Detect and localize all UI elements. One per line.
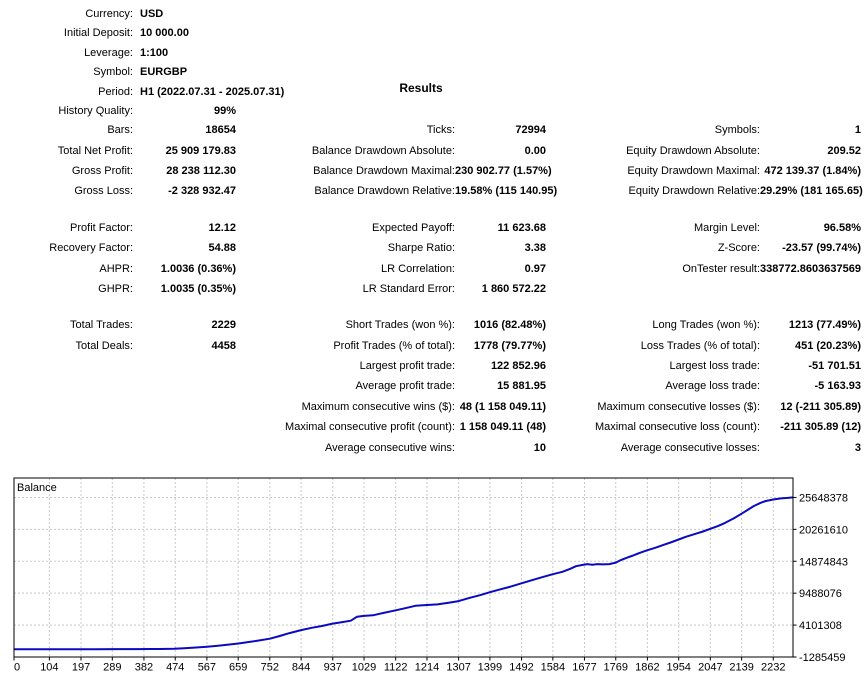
stat-value: 15 881.95 xyxy=(497,380,546,393)
x-axis-tick-label: 1769 xyxy=(603,661,629,674)
stat-label: Average consecutive losses: xyxy=(620,441,760,454)
x-axis-tick-label: 382 xyxy=(134,661,154,674)
stat-value: 1016 (82.48%) xyxy=(473,319,546,332)
stat-value: 0.00 xyxy=(524,144,546,157)
stat-value: 122 852.96 xyxy=(490,360,546,373)
stat-label: Average profit trade: xyxy=(355,380,455,393)
stat-row xyxy=(0,397,861,417)
stat-row xyxy=(0,376,861,396)
stat-value: -5 163.93 xyxy=(814,380,861,393)
stat-label: Recovery Factor: xyxy=(49,242,133,255)
info-label: Initial Deposit: xyxy=(63,27,133,40)
stat-value: 3.38 xyxy=(524,242,546,255)
stat-value: 472 139.37 (1.84%) xyxy=(764,164,861,177)
stat-label: Symbols: xyxy=(714,124,760,137)
stat-label: Loss Trades (% of total): xyxy=(640,339,760,352)
stat-label: Long Trades (won %): xyxy=(652,319,760,332)
x-axis-tick-label: 1954 xyxy=(666,661,691,674)
x-axis-tick-label: 197 xyxy=(71,661,91,674)
stat-label: AHPR: xyxy=(99,262,133,275)
info-row xyxy=(0,4,284,24)
stat-value: 25 909 179.83 xyxy=(165,144,236,157)
stat-value: 1 xyxy=(854,124,861,137)
stat-label: Total Trades: xyxy=(70,319,133,332)
stat-label: Largest loss trade: xyxy=(669,360,760,373)
stat-value: 96.58% xyxy=(823,221,861,234)
stat-value: 10 xyxy=(533,441,546,454)
stat-label: Equity Drawdown Absolute: xyxy=(626,144,760,157)
stat-label: Maximal consecutive loss (count): xyxy=(594,421,760,434)
info-label: Currency: xyxy=(85,7,133,20)
stat-value: 4458 xyxy=(211,339,236,352)
stat-label: Maximum consecutive losses ($): xyxy=(597,400,760,413)
stat-label: Profit Trades (% of total): xyxy=(333,339,455,352)
stat-label: Bars: xyxy=(107,124,133,137)
stat-value: 1778 (79.77%) xyxy=(473,339,546,352)
stat-label: Equity Drawdown Maximal: xyxy=(627,164,760,177)
stat-row xyxy=(0,181,861,201)
stat-value: 451 (20.23%) xyxy=(794,339,861,352)
x-axis-tick-label: 1584 xyxy=(540,661,566,674)
x-axis-tick-label: 289 xyxy=(103,661,122,674)
stat-label: Equity Drawdown Relative: xyxy=(628,185,760,198)
x-axis-tick-label: 844 xyxy=(291,661,311,674)
stat-value: -2 328 932.47 xyxy=(168,185,236,198)
stat-row xyxy=(0,336,861,356)
info-value: EURGBP xyxy=(140,66,188,79)
info-row xyxy=(0,102,284,122)
info-label: Symbol: xyxy=(93,66,133,79)
stat-value: 29.29% (181 165.65) xyxy=(760,185,863,198)
x-axis-tick-label: 1492 xyxy=(509,661,534,674)
info-value: 99% xyxy=(213,105,236,118)
info-value: 10 000.00 xyxy=(140,27,189,40)
info-label: Leverage: xyxy=(84,46,133,59)
stat-value: 11 623.68 xyxy=(497,221,546,234)
x-axis-tick-label: 937 xyxy=(323,661,342,674)
stat-label: Gross Profit: xyxy=(71,164,133,177)
stat-label: Z-Score: xyxy=(717,242,760,255)
stats-group xyxy=(0,315,861,458)
x-axis-tick-label: 2047 xyxy=(698,661,723,674)
x-axis-tick-label: 1214 xyxy=(414,661,440,674)
stat-value: -211 305.89 (12) xyxy=(780,421,861,434)
stat-label: Gross Loss: xyxy=(74,185,133,198)
info-value: USD xyxy=(140,7,164,20)
info-label: Period: xyxy=(98,85,133,98)
x-axis-tick-label: 1862 xyxy=(635,661,660,674)
stat-label: Balance Drawdown Maximal: xyxy=(313,164,455,177)
stat-value: -23.57 (99.74%) xyxy=(782,242,861,255)
stat-value: -51 701.51 xyxy=(808,360,861,373)
stat-row xyxy=(0,161,861,181)
stat-value: 1 860 572.22 xyxy=(481,282,546,295)
x-axis-tick-label: 0 xyxy=(14,661,21,674)
stat-value: 209.52 xyxy=(827,144,861,157)
stat-label: Short Trades (won %): xyxy=(345,319,455,332)
stat-row xyxy=(0,140,861,160)
stat-label: Profit Factor: xyxy=(70,221,133,234)
stats-group xyxy=(0,120,861,202)
stat-value: 3 xyxy=(854,441,861,454)
stat-row xyxy=(0,356,861,376)
balance-chart xyxy=(0,468,867,683)
x-axis-tick-label: 1307 xyxy=(446,661,471,674)
stat-value: 12.12 xyxy=(208,221,236,234)
x-axis-tick-label: 567 xyxy=(197,661,217,674)
info-label: History Quality: xyxy=(58,105,133,118)
info-row xyxy=(0,82,284,102)
stat-label: Total Deals: xyxy=(75,339,133,352)
stat-label: Total Net Profit: xyxy=(57,144,133,157)
y-axis-tick-label: 25648378 xyxy=(799,492,848,505)
info-row xyxy=(0,24,284,44)
stat-value: 18654 xyxy=(205,124,236,137)
chart-border xyxy=(14,478,793,657)
x-axis-tick-label: 104 xyxy=(40,661,59,674)
stat-label: Margin Level: xyxy=(693,221,760,234)
balance-curve xyxy=(14,497,793,649)
account-info-block xyxy=(0,4,284,121)
x-axis-tick-label: 2139 xyxy=(729,661,754,674)
x-axis-tick-label: 752 xyxy=(260,661,279,674)
stat-label: Sharpe Ratio: xyxy=(387,242,455,255)
stat-row xyxy=(0,258,861,278)
stat-value: 1 158 049.11 (48) xyxy=(459,421,546,434)
stat-label: Largest profit trade: xyxy=(359,360,455,373)
stat-value: 1.0035 (0.35%) xyxy=(160,282,236,295)
balance-chart-svg xyxy=(0,468,867,683)
info-value: H1 (2022.07.31 - 2025.07.31) xyxy=(140,85,285,98)
stat-row xyxy=(0,417,861,437)
stat-value: 28 238 112.30 xyxy=(166,164,236,177)
stat-row xyxy=(0,315,861,335)
stat-label: Balance Drawdown Absolute: xyxy=(311,144,455,157)
stat-value: 19.58% (115 140.95) xyxy=(455,185,558,198)
stat-value: 0.97 xyxy=(524,262,546,275)
stat-value: 230 902.77 (1.57%) xyxy=(455,164,552,177)
stat-label: LR Standard Error: xyxy=(362,282,455,295)
stat-label: OnTester result: xyxy=(682,262,760,275)
stat-value: 72994 xyxy=(515,124,546,137)
stat-row xyxy=(0,120,861,140)
stat-value: 54.88 xyxy=(208,242,236,255)
stats-group xyxy=(0,218,861,300)
y-axis-tick-label: 4101308 xyxy=(799,620,842,633)
stat-label: Average loss trade: xyxy=(665,380,760,393)
stat-value: 1.0036 (0.36%) xyxy=(160,262,236,275)
stat-label: LR Correlation: xyxy=(381,262,455,275)
stat-value: 2229 xyxy=(211,319,236,332)
results-title: Results xyxy=(399,81,443,95)
stat-label: Expected Payoff: xyxy=(372,221,455,234)
stat-row xyxy=(0,437,861,457)
y-axis-tick-label: 14874843 xyxy=(799,556,848,569)
stat-label: Maximum consecutive wins ($): xyxy=(301,400,455,413)
stat-label: Balance Drawdown Relative: xyxy=(314,185,455,198)
stat-row xyxy=(0,238,861,258)
x-axis-tick-label: 1122 xyxy=(383,661,408,674)
stat-row xyxy=(0,218,861,238)
x-axis-tick-label: 1399 xyxy=(477,661,503,674)
stat-value: 12 (-211 305.89) xyxy=(780,400,861,413)
info-row xyxy=(0,63,284,83)
stat-label: Average consecutive wins: xyxy=(324,441,455,454)
x-axis-tick-label: 1029 xyxy=(351,661,377,674)
x-axis-tick-label: 474 xyxy=(166,661,185,674)
stat-value: 48 (1 158 049.11) xyxy=(459,400,546,413)
stat-value: 338772.8603637569 xyxy=(760,262,861,275)
x-axis-tick-label: 2232 xyxy=(761,661,786,674)
stat-label: Maximal consecutive profit (count): xyxy=(285,421,455,434)
info-row xyxy=(0,43,284,63)
x-axis-tick-label: 659 xyxy=(228,661,248,674)
stat-label: Ticks: xyxy=(426,124,455,137)
y-axis-tick-label: 20261610 xyxy=(799,524,848,537)
y-axis-tick-label: -1285459 xyxy=(799,652,846,664)
statistics-table xyxy=(0,120,861,458)
stat-label: GHPR: xyxy=(98,282,133,295)
info-value: 1:100 xyxy=(140,46,169,59)
chart-legend-balance-label: Balance xyxy=(17,482,57,494)
stat-value: 1213 (77.49%) xyxy=(788,319,861,332)
stat-row xyxy=(0,279,861,299)
x-axis-tick-label: 1677 xyxy=(572,661,597,674)
y-axis-tick-label: 9488076 xyxy=(799,588,842,601)
